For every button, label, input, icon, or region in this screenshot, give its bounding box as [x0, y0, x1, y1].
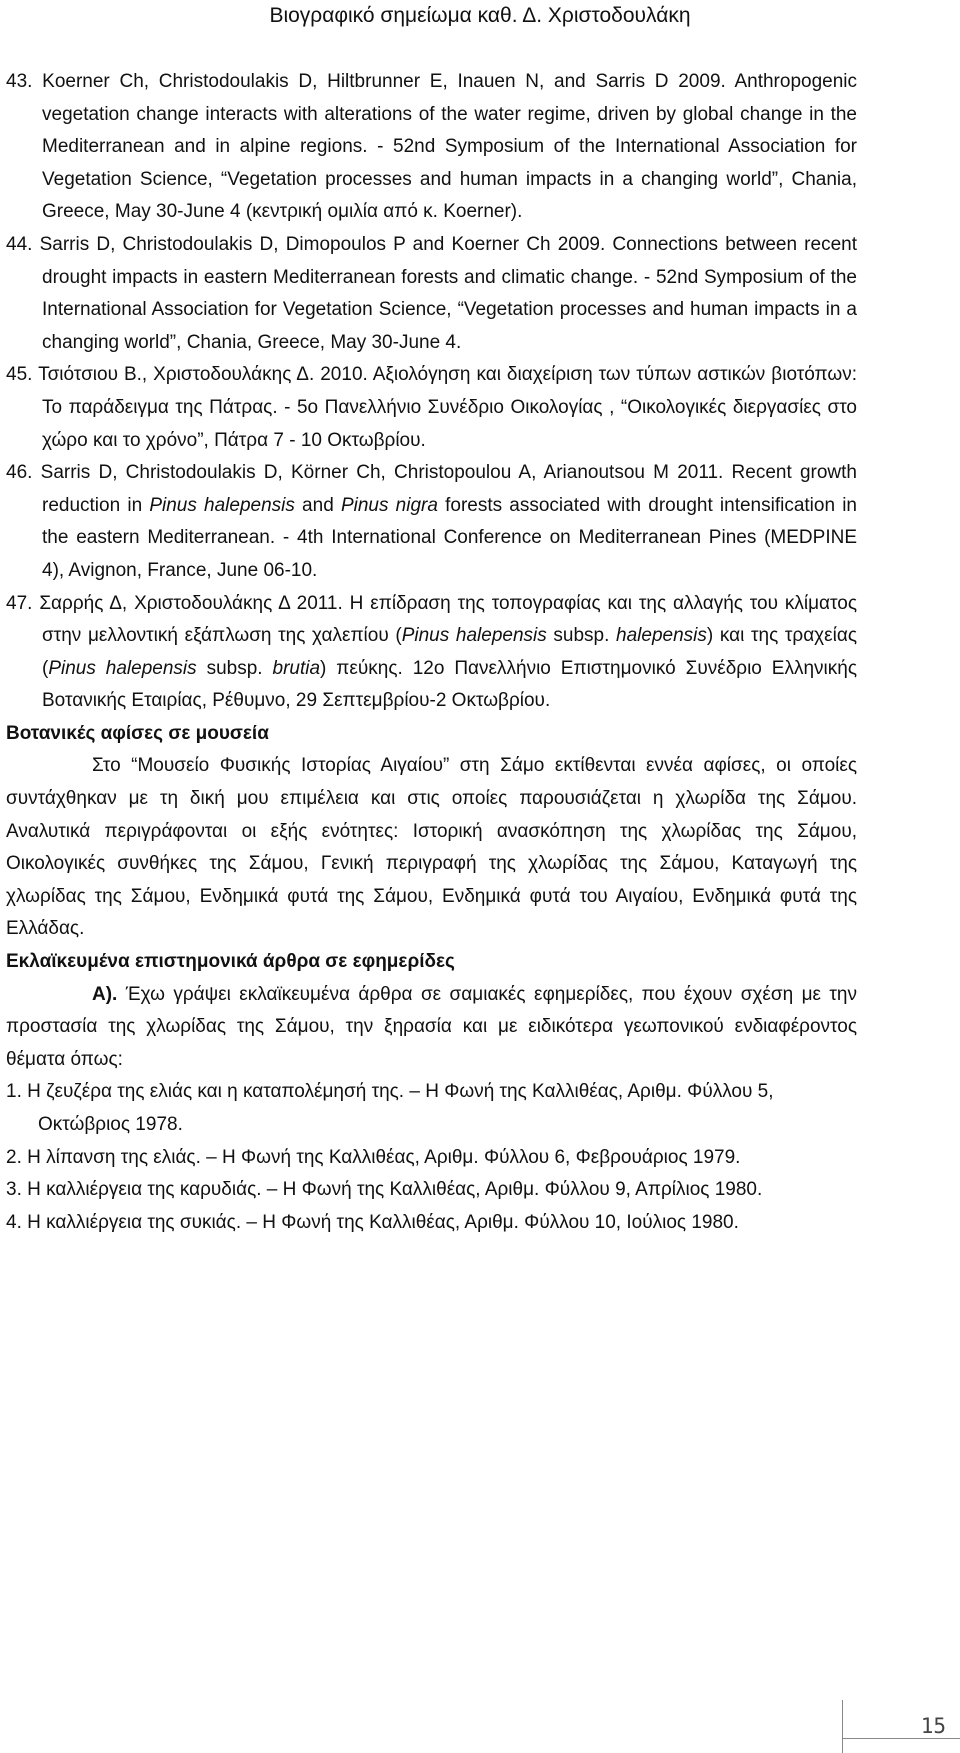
publication-number: 44. [6, 233, 33, 255]
article-item-4: 4. Η καλλιέργεια της συκιάς. – Η Φωνή της Καλλιθέας, Αριθμ. Φύλλου 10, Ιούλιος 1980. [6, 1211, 739, 1233]
publication-text: ) πεύκης. 12ο Πανελλήνιο Επιστημονικό Συνέδριο Ελληνικής Βοτανικής Εταιρίας, Ρέθυμνο, 29 Σεπτεμβρίου-2 Οκτωβρίου. [42, 657, 857, 712]
publication-text: Σαρρής Δ, Χριστοδουλάκης Δ 2011. Η επίδραση της τοπογραφίας και της αλλαγής του κλίματος στην μελλοντική εξάπλωση της χαλεπίου ( [39, 592, 857, 647]
footer-divider-vertical [842, 1700, 843, 1753]
page-number: 15 [920, 1714, 946, 1738]
article-item-2: 2. Η λίπανση της ελιάς. – Η Φωνή της Καλλιθέας, Αριθμ. Φύλλου 6, Φεβρουάριος 1979. [6, 1146, 741, 1168]
page-header: Βιογραφικό σημείωμα καθ. Δ. Χριστοδουλάκη [269, 4, 691, 27]
publication-text: Koerner Ch, Christodoulakis D, Hiltbrunner E, Inauen N, and Sarris D 2009. Anthropogenic vegetation change interacts with alterations of the water regime, driven by global change in the Mediterranean and in alpine regions. - 52nd Symposium of the International Association for Vegetation Science, “Vegetation processes and human impacts in a changing world”, Chania, Greece, May 30-June 4 (κεντρική ομιλία από κ. Koerner). [42, 71, 858, 223]
publication-text: subsp. [546, 625, 617, 647]
species-name: Pinus halepensis [401, 625, 547, 647]
publication-number: 45. [6, 364, 33, 386]
publication-text: forests associated with drought intensification in the eastern Mediterranean. - 4th International Conference on Mediterranean Pines (MEDPINE 4), Avignon, France, June 06-10. [42, 494, 858, 581]
species-name: Pinus halepensis [48, 657, 197, 679]
species-name: Pinus nigra [340, 494, 438, 516]
publication-text: ) και της τραχείας ( [42, 625, 857, 679]
species-name: halepensis [616, 625, 707, 647]
section-heading-posters: Βοτανικές αφίσες σε μουσεία [6, 722, 269, 744]
articles-intro-text: Έχω γράψει εκλαϊκευμένα άρθρα σε σαμιακές εφημερίδες, που έχουν σχέση με την προστασία της χλωρίδας της Σάμου, την ξηρασία και με ειδικότερα γεωπονικού ενδιαφέροντος θέματα όπως: [6, 983, 857, 1070]
footer-divider [842, 1738, 960, 1739]
posters-paragraph: Στο “Μουσείο Φυσικής Ιστορίας Αιγαίου” στη Σάμο εκτίθενται εννέα αφίσες, οι οποίες συντάχθηκαν με τη δική μου επιμέλεια και στις οποίες παρουσιάζεται η χλωρίδα της Σάμου. Αναλυτικά περιγράφονται οι εξής ενότητες: Ιστορική ανασκόπηση της χλωρίδας της Σάμου, Οικολογικές συνθήκες της Σάμου, Γενική περιγραφή της χλωρίδας της Σάμου, Καταγωγή της χλωρίδας της Σάμου, Ενδημικά φυτά της Σάμου, Ενδημικά φυτά του Αιγαίου, Ενδημικά φυτά της Ελλάδας. [6, 755, 857, 940]
species-name: brutia [272, 657, 321, 679]
article-item-1: 1. Η ζευζέρα της ελιάς και η καταπολέμησή της. – Η Φωνή της Καλλιθέας, Αριθμ. Φύλλου 5, Οκτώβριος 1978. [6, 1081, 774, 1135]
article-item-3: 3. Η καλλιέργεια της καρυδιάς. – Η Φωνή της Καλλιθέας, Αριθμ. Φύλλου 9, Απρίλιος 1980. [6, 1179, 763, 1201]
species-name: Pinus halepensis [149, 494, 295, 516]
publication-44 [6, 229, 857, 359]
publication-text: Sarris D, Christodoulakis D, Körner Ch, Christopoulou A, Arianoutsou M 2011. Recent growth reduction in [40, 462, 857, 516]
publication-text: Sarris D, Christodoulakis D, Dimopoulos P and Koerner Ch 2009. Connections between recent drought impacts in eastern Mediterranean forests and climatic change. - 52nd Symposium of the International Association for Vegetation Science, “Vegetation processes and human impacts in a changing world”, Chania, Greece, May 30-June 4. [39, 233, 857, 353]
section-heading-articles: Εκλαϊκευμένα επιστημονικά άρθρα σε εφημερίδες [6, 951, 455, 973]
publication-number: 46. [6, 462, 33, 484]
articles-intro-label: Α). [92, 983, 118, 1005]
publication-text: Τσιότσιου Β., Χριστοδουλάκης Δ. 2010. Αξιολόγηση και διαχείριση των τύπων αστικών βιοτόπων: Το παράδειγμα της Πάτρας. - 5ο Πανελλήνιο Συνέδριο Οικολογίας , “Οικολογικές διεργασίες στο χώρο και το χρόνο”, Πάτρα 7 - 10 Οκτωβρίου. [38, 364, 857, 451]
publication-number: 47. [6, 592, 33, 614]
publication-43 [6, 66, 857, 229]
publication-47 [6, 588, 857, 718]
publication-45 [6, 359, 857, 457]
articles-intro [6, 979, 857, 1077]
publication-46 [6, 457, 857, 587]
document-body [6, 66, 857, 1239]
publication-text: subsp. [196, 657, 273, 679]
publication-text: and [294, 494, 341, 516]
publication-number: 43. [6, 71, 33, 92]
